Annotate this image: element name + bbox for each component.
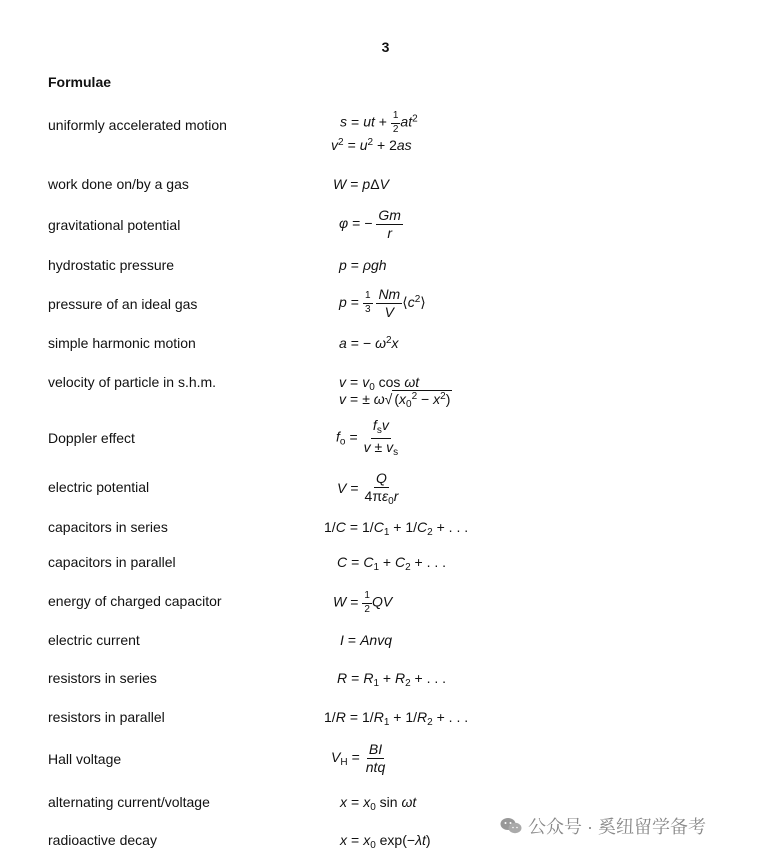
formula-radioactive-decay: $x = x_0$ exp(−λt) [340, 832, 431, 851]
formula-velocity-shm-1: $v = v_0$ cos ωt [339, 374, 420, 393]
formula-label-doppler: Doppler effect [48, 430, 135, 446]
formula-suvat-2: $v^2 = u^2 + 2as$ [331, 137, 412, 153]
section-heading: Formulae [48, 74, 112, 90]
formula-suvat-1: s = ut + $\frac{1}{2}$ $at^2$ [340, 110, 418, 135]
formula-label-hall-voltage: Hall voltage [48, 751, 122, 767]
formula-label-velocity-shm: velocity of particle in s.h.m. [48, 374, 217, 390]
formula-label-ideal-gas-pressure: pressure of an ideal gas [48, 296, 198, 312]
formula-hydrostatic-pressure: p = ρgh [339, 257, 387, 273]
formula-label-resistors-parallel: resistors in parallel [48, 709, 165, 725]
formula-capacitors-series: $1/C = 1/C_1 + 1/C_2$ + . . . [324, 519, 469, 538]
formula-label-resistors-series: resistors in series [48, 670, 157, 686]
wechat-icon [500, 817, 522, 835]
formula-ideal-gas-pressure: p = $\frac{1}{3}$ $\frac{Nm}{V}$ $⟨c^2⟩$ [339, 286, 426, 320]
formula-electric-potential: V = $\frac{Q}{4\pi\varepsilon_0r}$ [337, 470, 399, 507]
formula-resistors-parallel: $1/R = 1/R_1 + 1/R_2$ + . . . [324, 709, 469, 728]
formula-label-capacitors-series: capacitors in series [48, 519, 168, 535]
formula-label-ac: alternating current/voltage [48, 794, 210, 810]
formula-shm: a = − $\omega^2x$ [339, 335, 399, 351]
formula-label-radioactive-decay: radioactive decay [48, 832, 157, 848]
formula-label-capacitors-parallel: capacitors in parallel [48, 554, 176, 570]
formula-doppler: $f_o$ = $\frac{f_sv}{v \pm v_s}$ [336, 417, 399, 458]
formula-label-electric-potential: electric potential [48, 479, 150, 495]
formula-ac: $x = x_0$ sin ωt [340, 794, 417, 813]
formula-electric-current: I = Anvq [340, 632, 392, 648]
formula-velocity-shm-2: v = ± ω√ $(x_0^2 - x^2)$ [339, 391, 451, 410]
formula-work-done: W = pΔV [333, 176, 389, 192]
formula-capacitors-parallel: $C = C_1 + C_2$ + . . . [337, 554, 447, 573]
formula-label-gravitational-potential: gravitational potential [48, 217, 181, 233]
formula-label-work-done: work done on/by a gas [48, 176, 189, 192]
formula-label-shm: simple harmonic motion [48, 335, 196, 351]
page-number: 3 [381, 39, 390, 55]
formula-gravitational-potential: φ = − $\frac{Gm}{r}$ [339, 207, 401, 241]
formula-hall-voltage: $V_H$ = $\frac{BI}{\text{ntq}}$ [331, 741, 386, 775]
watermark-text: 公众号 · 奚纽留学备考 [528, 817, 706, 837]
formula-label-hydrostatic-pressure: hydrostatic pressure [48, 257, 175, 273]
formula-label-capacitor-energy: energy of charged capacitor [48, 593, 222, 609]
formula-label-uniformly-accelerated-motion: uniformly accelerated motion [48, 117, 227, 133]
formula-capacitor-energy: W = $\frac{1}{2}$ QV [333, 590, 393, 615]
watermark [500, 813, 706, 839]
formula-resistors-series: $R = R_1 + R_2$ + . . . [337, 670, 447, 689]
formula-label-electric-current: electric current [48, 632, 140, 648]
